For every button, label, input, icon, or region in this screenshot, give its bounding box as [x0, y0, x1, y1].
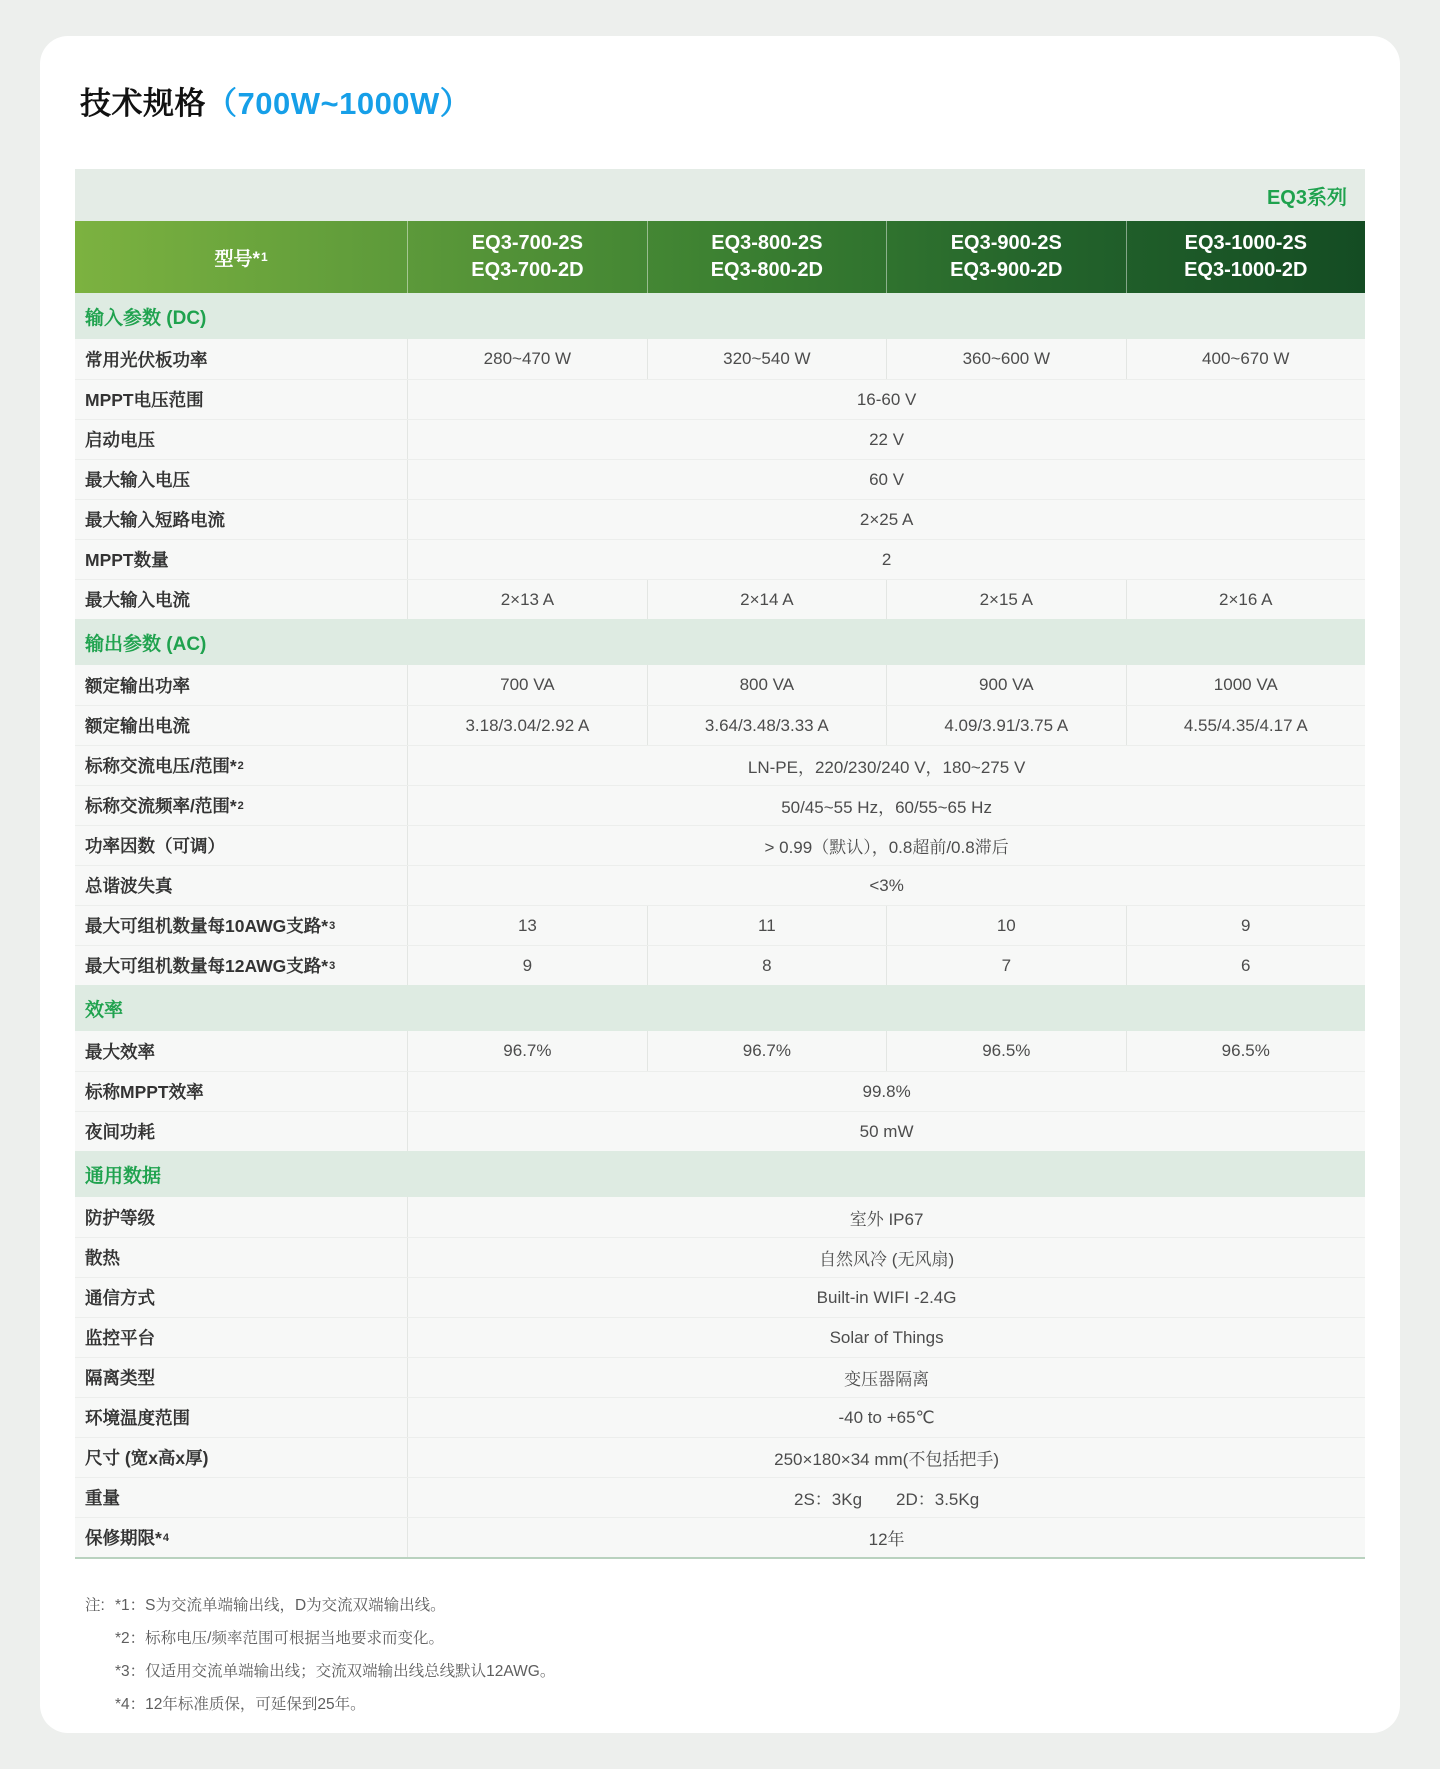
section-title: 输入参数 (DC) — [85, 307, 207, 329]
spec-value: 室外 IP67 — [407, 1197, 1365, 1237]
spec-value: LN-PE，220/230/240 V，180~275 V — [407, 746, 1365, 785]
section-row — [75, 293, 1365, 339]
section-title: 输出参数 (AC) — [85, 633, 207, 655]
spec-row — [75, 1317, 1365, 1357]
spec-value: 2×15 A — [886, 580, 1125, 619]
footnote-line — [85, 1655, 1400, 1688]
footnote-text: *1：S为交流单端输出线，D为交流双端输出线。 — [115, 1597, 446, 1614]
spec-value: 2S：3Kg 2D：3.5Kg — [407, 1478, 1365, 1517]
model-label: 型号* — [214, 248, 260, 270]
spec-row — [75, 1111, 1365, 1151]
series-badge: EQ3系列 — [1266, 186, 1347, 209]
spec-label: 最大输入电压 — [85, 470, 190, 490]
spec-value: Built-in WIFI -2.4G — [407, 1278, 1365, 1317]
footnote-line — [85, 1622, 1400, 1655]
footnote-ref: 3 — [329, 919, 336, 932]
spec-value: 320~540 W — [647, 339, 886, 379]
spec-row — [75, 825, 1365, 865]
spec-label: MPPT数量 — [85, 550, 169, 570]
spec-row — [75, 705, 1365, 745]
footnote-ref: 3 — [329, 959, 336, 972]
spec-label: 最大可组机数量每10AWG支路* 3 — [85, 916, 336, 936]
model-name-d: EQ3-1000-2D — [1184, 259, 1308, 281]
spec-value: 2×13 A — [407, 580, 646, 619]
spec-label: 常用光伏板功率 — [85, 349, 208, 370]
spec-row — [75, 1517, 1365, 1557]
spec-value: 280~470 W — [407, 339, 646, 379]
spec-row — [75, 499, 1365, 539]
spec-value: 13 — [407, 906, 646, 945]
spec-label: 最大输入短路电流 — [85, 510, 225, 530]
spec-value: 10 — [886, 906, 1125, 945]
series-strip — [75, 169, 1365, 221]
spec-label: 标称交流频率/范围* 2 — [85, 796, 244, 816]
spec-value: 50 mW — [407, 1112, 1365, 1151]
section-row — [75, 1151, 1365, 1197]
spec-label: 尺寸 (宽x高x厚) — [85, 1448, 209, 1468]
spec-row — [75, 1071, 1365, 1111]
spec-label: 防护等级 — [85, 1207, 155, 1228]
spec-row — [75, 905, 1365, 945]
footnote-ref: 4 — [162, 1531, 169, 1544]
model-column — [1126, 221, 1365, 293]
spec-label: 功率因数（可调） — [85, 836, 225, 856]
page-title-main: 技术规格 — [80, 86, 206, 121]
spec-value: 250×180×34 mm(不包括把手) — [407, 1438, 1365, 1477]
spec-row — [75, 1477, 1365, 1517]
spec-value: 800 VA — [647, 665, 886, 705]
spec-value: 400~670 W — [1126, 339, 1365, 379]
spec-label: 额定输出电流 — [85, 716, 190, 736]
spec-row — [75, 1357, 1365, 1397]
footnote-text: *4：12年标准质保，可延保到25年。 — [115, 1696, 366, 1713]
spec-value: 96.5% — [886, 1031, 1125, 1071]
spec-value: 96.5% — [1126, 1031, 1365, 1071]
spec-value: 96.7% — [647, 1031, 886, 1071]
spec-value: 11 — [647, 906, 886, 945]
model-name-s: EQ3-700-2S — [471, 232, 583, 254]
spec-label: 标称交流电压/范围* 2 — [85, 756, 244, 776]
table-body — [75, 293, 1365, 1559]
spec-value: 22 V — [407, 420, 1365, 459]
spec-row — [75, 1397, 1365, 1437]
spec-value: 360~600 W — [886, 339, 1125, 379]
spec-value: 7 — [886, 946, 1125, 985]
spec-value: > 0.99（默认），0.8超前/0.8滞后 — [407, 826, 1365, 865]
section-row — [75, 985, 1365, 1031]
spec-row — [75, 419, 1365, 459]
footnote-ref: 2 — [237, 759, 244, 772]
footnote-line — [85, 1688, 1400, 1721]
spec-value: 6 — [1126, 946, 1365, 985]
spec-value: 96.7% — [407, 1031, 646, 1071]
spec-value: <3% — [407, 866, 1365, 905]
model-column — [886, 221, 1125, 293]
model-name-d: EQ3-800-2D — [710, 259, 823, 281]
spec-label: 启动电压 — [85, 430, 155, 450]
spec-value: 3.64/3.48/3.33 A — [647, 706, 886, 745]
spec-row — [75, 579, 1365, 619]
spec-value: Solar of Things — [407, 1318, 1365, 1357]
spec-value: 9 — [1126, 906, 1365, 945]
spec-value: 99.8% — [407, 1072, 1365, 1111]
spec-value: 3.18/3.04/2.92 A — [407, 706, 646, 745]
footnote-ref: 2 — [237, 799, 244, 812]
spec-label: 保修期限* 4 — [85, 1528, 169, 1548]
model-name-d: EQ3-900-2D — [950, 259, 1063, 281]
model-column — [647, 221, 886, 293]
page-title-range: （700W~1000W） — [206, 86, 472, 121]
spec-value: -40 to +65℃ — [407, 1398, 1365, 1437]
spec-value: 变压器隔离 — [407, 1358, 1365, 1397]
spec-row — [75, 785, 1365, 825]
footnote-prefix: 注: — [85, 1597, 105, 1614]
spec-value: 12年 — [407, 1518, 1365, 1557]
spec-table — [75, 169, 1365, 1559]
footnote-text: *3：仅适用交流单端输出线；交流双端输出线总线默认12AWG。 — [115, 1663, 556, 1680]
spec-label: 最大可组机数量每12AWG支路* 3 — [85, 956, 336, 976]
footnote-line — [85, 1589, 1400, 1622]
spec-row — [75, 539, 1365, 579]
spec-value: 700 VA — [407, 665, 646, 705]
spec-value: 16-60 V — [407, 380, 1365, 419]
spec-label: 环境温度范围 — [85, 1408, 190, 1428]
spec-value: 2 — [407, 540, 1365, 579]
section-title: 效率 — [85, 999, 124, 1021]
spec-value: 900 VA — [886, 665, 1125, 705]
table-header-row — [75, 221, 1365, 293]
spec-row — [75, 1197, 1365, 1237]
spec-label: MPPT电压范围 — [85, 390, 204, 410]
spec-label: 监控平台 — [85, 1328, 155, 1348]
model-name-s: EQ3-1000-2S — [1184, 232, 1307, 254]
spec-label: 重量 — [85, 1488, 120, 1508]
spec-label: 总谐波失真 — [85, 876, 173, 896]
model-column — [407, 221, 646, 293]
spec-row — [75, 1437, 1365, 1477]
spec-label: 通信方式 — [85, 1288, 155, 1308]
model-label-cell — [75, 221, 407, 293]
spec-label: 隔离类型 — [85, 1368, 155, 1388]
spec-value: 50/45~55 Hz，60/55~65 Hz — [407, 786, 1365, 825]
spec-value: 2×16 A — [1126, 580, 1365, 619]
model-name-d: EQ3-700-2D — [471, 259, 584, 281]
spec-row — [75, 459, 1365, 499]
spec-value: 2×25 A — [407, 500, 1365, 539]
spec-row — [75, 339, 1365, 379]
spec-label: 散热 — [85, 1248, 120, 1268]
spec-row — [75, 945, 1365, 985]
model-label-footnote-ref: 1 — [260, 250, 268, 264]
model-name-s: EQ3-800-2S — [711, 232, 823, 254]
spec-label: 最大效率 — [85, 1041, 155, 1062]
footnote-text: *2：标称电压/频率范围可根据当地要求而变化。 — [115, 1630, 444, 1647]
spec-label: 最大输入电流 — [85, 590, 190, 610]
spec-row — [75, 865, 1365, 905]
spec-label: 夜间功耗 — [85, 1122, 155, 1142]
spec-row — [75, 665, 1365, 705]
section-row — [75, 619, 1365, 665]
page-title — [40, 36, 1400, 123]
model-name-s: EQ3-900-2S — [950, 232, 1062, 254]
spec-value: 4.09/3.91/3.75 A — [886, 706, 1125, 745]
spec-value: 1000 VA — [1126, 665, 1365, 705]
section-title: 通用数据 — [85, 1165, 162, 1187]
spec-label: 标称MPPT效率 — [85, 1082, 204, 1102]
spec-row — [75, 745, 1365, 785]
spec-value: 2×14 A — [647, 580, 886, 619]
spec-row — [75, 1031, 1365, 1071]
spec-value: 8 — [647, 946, 886, 985]
spec-label: 额定输出功率 — [85, 675, 190, 696]
spec-value: 9 — [407, 946, 646, 985]
spec-row — [75, 1237, 1365, 1277]
spec-row — [75, 1277, 1365, 1317]
spec-value: 4.55/4.35/4.17 A — [1126, 706, 1365, 745]
spec-row — [75, 379, 1365, 419]
spec-card — [40, 36, 1400, 1733]
spec-value: 自然风冷 (无风扇) — [407, 1238, 1365, 1277]
footnotes — [85, 1589, 1400, 1721]
spec-value: 60 V — [407, 460, 1365, 499]
